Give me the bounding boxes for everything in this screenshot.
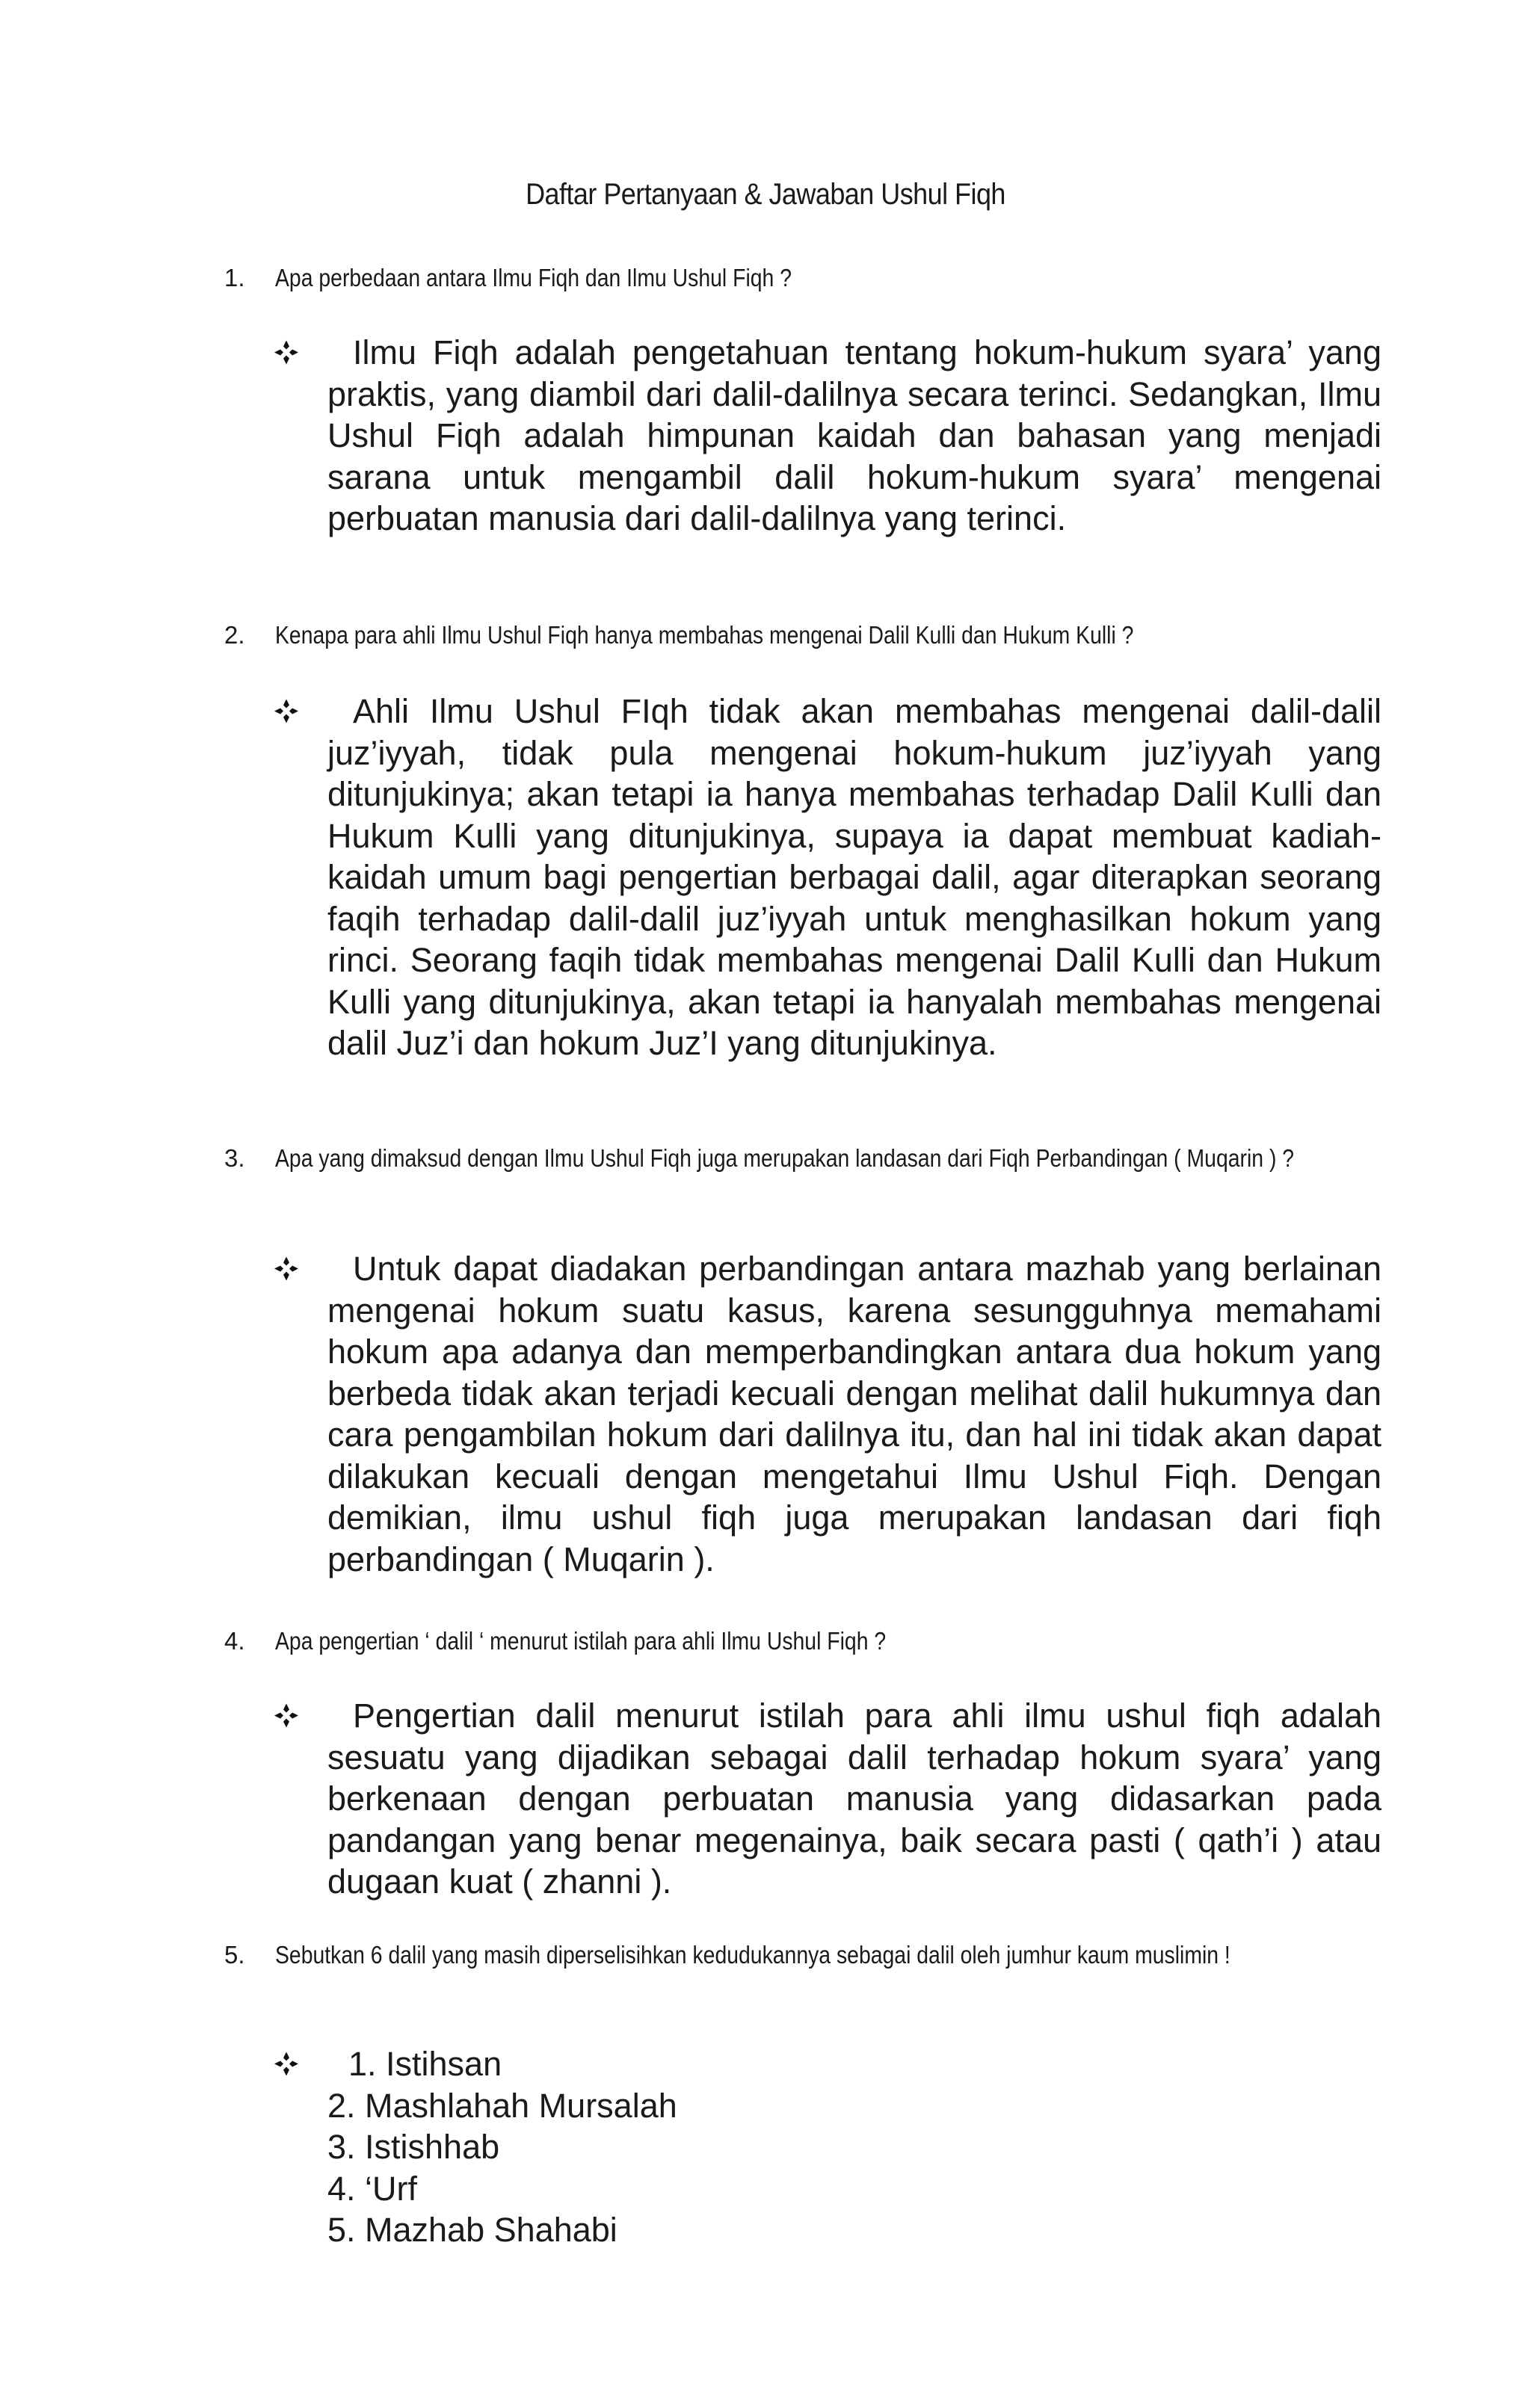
question-4 [224,1623,1383,1659]
question-5 [224,1937,1383,1973]
answer-3 [327,1248,1381,1580]
diamond-bullet-icon [271,332,316,373]
diamond-bullet-icon [271,691,316,732]
question-2 [224,617,1383,653]
answer-5-list [327,2043,1381,2251]
question-text: Sebutkan 6 dalil yang masih diperselisihkan kedudukannya sebagai dalil oleh jumhur kaum muslimin ! [275,1941,1230,1969]
question-text: Apa pengertian ‘ dalil ‘ menurut istilah para ahli Ilmu Ushul Fiqh ? [275,1627,887,1655]
answer-text: Pengertian dalil menurut istilah para ahli ilmu ushul fiqh adalah sesuatu yang dijadikan sebagai dalil terhadap hokum syara’ yang berkenaan dengan perbuatan manusia yang didasarkan pada pandangan yang benar megenainya, baik secara pasti ( qath’i ) atau dugaan kuat ( zhanni ). [327,1697,1381,1901]
question-number: 1. [224,264,245,291]
question-1 [224,260,1383,296]
question-number: 3. [224,1144,245,1172]
question-text: Apa yang dimaksud dengan Ilmu Ushul Fiqh juga merupakan landasan dari Fiqh Perbandingan ( Muqarin ) ? [275,1144,1295,1172]
list-item: 3. Istishhab [327,2128,500,2166]
list-item: 4. ‘Urf [327,2169,418,2208]
diamond-bullet-icon [271,1695,316,1736]
answer-text: Ilmu Fiqh adalah pengetahuan tentang hokum-hukum syara’ yang praktis, yang diambil dari dalil-dalilnya secara terinci. Sedangkan, Ilmu Ushul Fiqh adalah himpunan kaidah dan bahasan yang menjadi sarana untuk mengambil dalil hokum-hukum syara’ mengenai perbuatan manusia dari dalil-dalilnya yang terinci. [327,333,1381,537]
question-3 [224,1140,1383,1176]
question-text: Apa perbedaan antara Ilmu Fiqh dan Ilmu Ushul Fiqh ? [275,264,792,291]
answer-1 [327,332,1381,540]
diamond-bullet-icon [271,1248,316,1289]
answer-2 [327,691,1381,1064]
answer-text: Ahli Ilmu Ushul FIqh tidak akan membahas mengenai dalil-dalil juz’iyyah, tidak pula mengenai hokum-hukum juz’iyyah yang ditunjukinya; akan tetapi ia hanya membahas terhadap Dalil Kulli dan Hukum Kulli yang ditunjukinya, supaya ia dapat membuat kadiah-kaidah umum bagi pengertian berbagai dalil, agar diterapkan seorang faqih terhadap dalil-dalil juz’iyyah untuk menghasilkan hokum yang rinci. Seorang faqih tidak membahas mengenai Dalil Kulli dan Hukum Kulli yang ditunjukinya, akan tetapi ia hanyalah membahas mengenai dalil Juz’i dan hokum Juz’I yang ditunjukinya. [327,692,1381,1062]
list-item: 1. Istihsan [348,2045,502,2083]
list-item: 5. Mazhab Shahabi [327,2211,617,2249]
list-item: 2. Mashlahah Mursalah [327,2086,677,2125]
question-number: 4. [224,1627,245,1655]
answer-4 [327,1695,1381,1903]
answer-text: Untuk dapat diadakan perbandingan antara mazhab yang berlainan mengenai hokum suatu kasus, karena sesungguhnya memahami hokum apa adanya dan memperbandingkan antara dua hokum yang berbeda tidak akan terjadi kecuali dengan melihat dalil hukumnya dan cara pengambilan hokum dari dalilnya itu, dan hal ini tidak akan dapat dilakukan kecuali dengan mengetahui Ilmu Ushul Fiqh. Dengan demikian, ilmu ushul fiqh juga merupakan landasan dari fiqh perbandingan ( Muqarin ). [327,1250,1381,1578]
question-number: 5. [224,1941,245,1969]
page-title: Daftar Pertanyaan & Jawaban Ushul Fiqh [526,178,1005,211]
question-number: 2. [224,621,245,649]
question-text: Kenapa para ahli Ilmu Ushul Fiqh hanya membahas mengenai Dalil Kulli dan Hukum Kulli ? [275,621,1134,649]
diamond-bullet-icon [271,2043,316,2084]
